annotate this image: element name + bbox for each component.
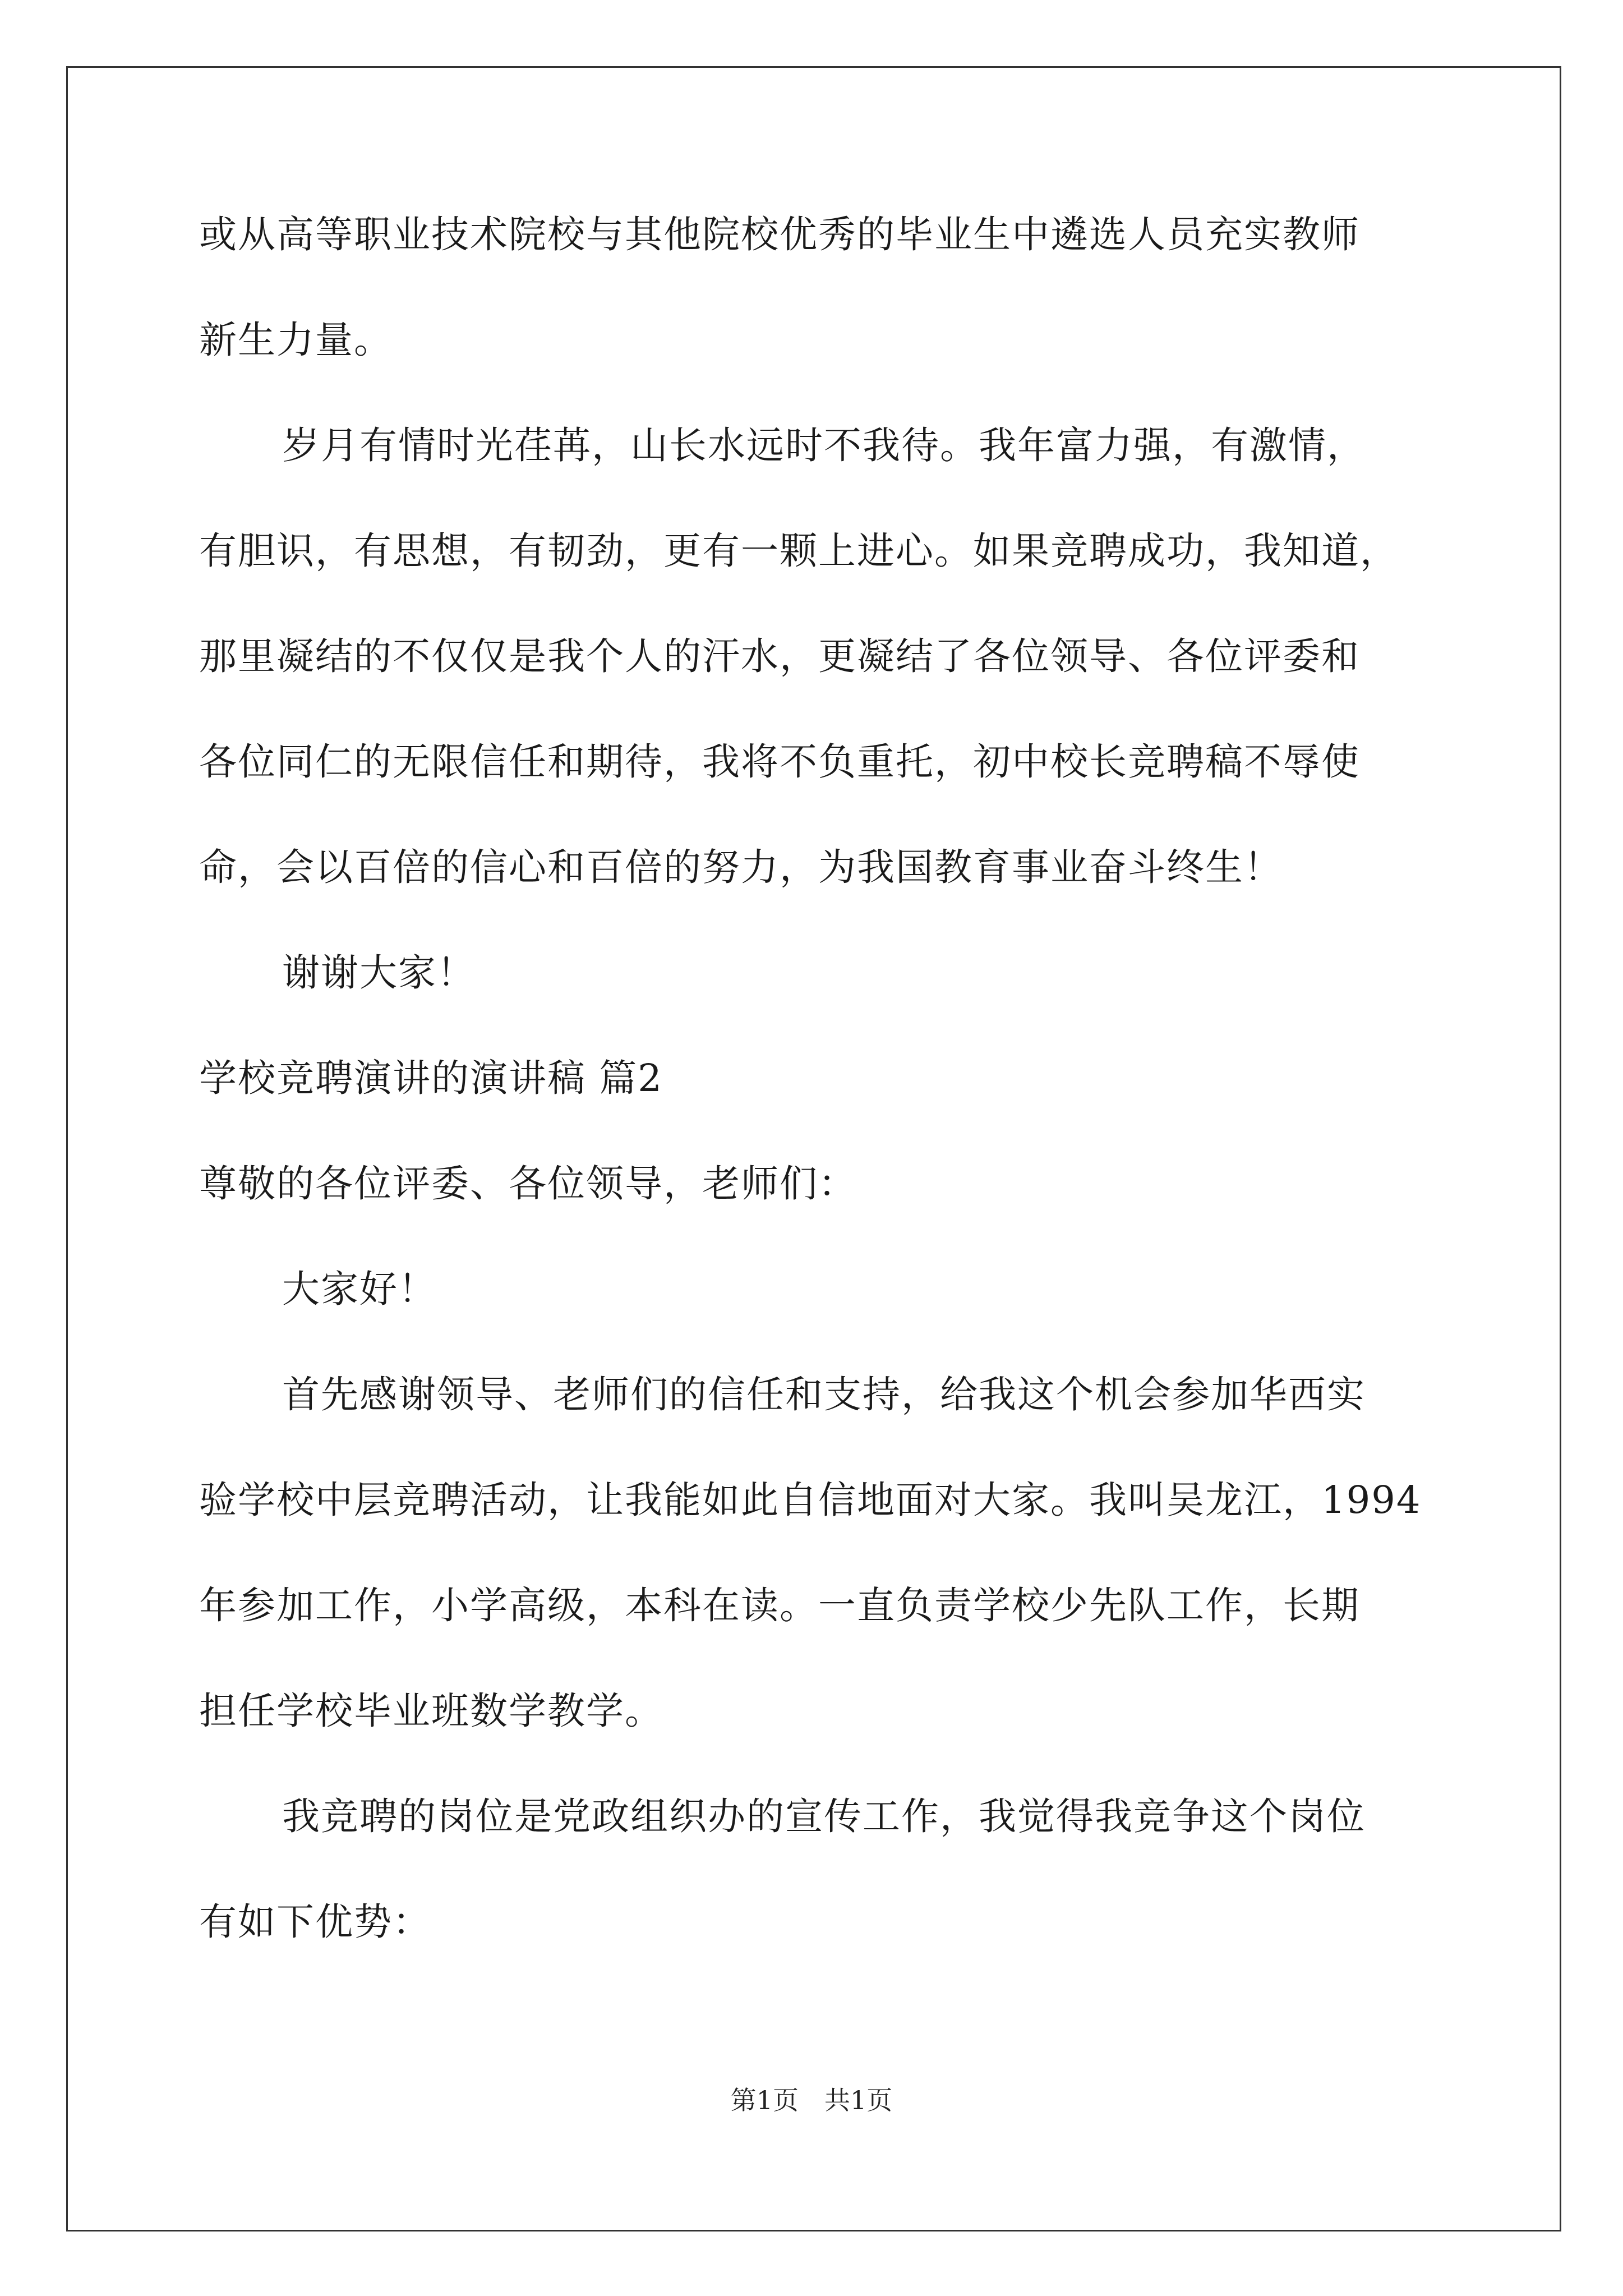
paragraph-line: 有如下优势： <box>199 1900 431 1944</box>
closing-thanks: 谢谢大家！ <box>282 951 476 995</box>
paragraph-line: 命，会以百倍的信心和百倍的努力，为我国教育事业奋斗终生！ <box>199 845 1283 889</box>
paragraph-line: 新生力量。 <box>199 318 393 362</box>
salutation: 尊敬的各位评委、各位领导，老师们： <box>199 1162 857 1205</box>
section-heading: 学校竞聘演讲的演讲稿 篇2 <box>199 1056 663 1100</box>
paragraph-line: 或从高等职业技术院校与其他院校优秀的毕业生中遴选人员充实教师 <box>199 213 1360 256</box>
paragraph-line: 岁月有情时光荏苒，山长水远时不我待。我年富力强，有激情， <box>282 424 1366 467</box>
paragraph-line: 首先感谢领导、老师们的信任和支持，给我这个机会参加华西实 <box>282 1373 1366 1416</box>
paragraph-line: 各位同仁的无限信任和期待，我将不负重托，初中校长竞聘稿不辱使 <box>199 740 1360 784</box>
paragraph-line: 担任学校毕业班数学教学。 <box>199 1689 663 1733</box>
page-footer <box>0 2085 1623 2116</box>
paragraph-line: 那里凝结的不仅仅是我个人的汗水，更凝结了各位领导、各位评委和 <box>199 634 1360 678</box>
greeting: 大家好！ <box>282 1267 437 1311</box>
paragraph-line: 我竞聘的岗位是党政组织办的宣传工作，我觉得我竞争这个岗位 <box>282 1795 1366 1838</box>
paragraph-line: 验学校中层竞聘活动，让我能如此自信地面对大家。我叫吴龙江，1994 <box>199 1478 1422 1522</box>
paragraph-line: 年参加工作，小学高级，本科在读。一直负责学校少先队工作，长期 <box>199 1584 1360 1627</box>
document-body <box>199 208 1433 1949</box>
page-number: 第1页 共1页 <box>730 2085 893 2115</box>
paragraph-line: 有胆识，有思想，有韧劲，更有一颗上进心。如果竞聘成功，我知道， <box>199 529 1399 573</box>
